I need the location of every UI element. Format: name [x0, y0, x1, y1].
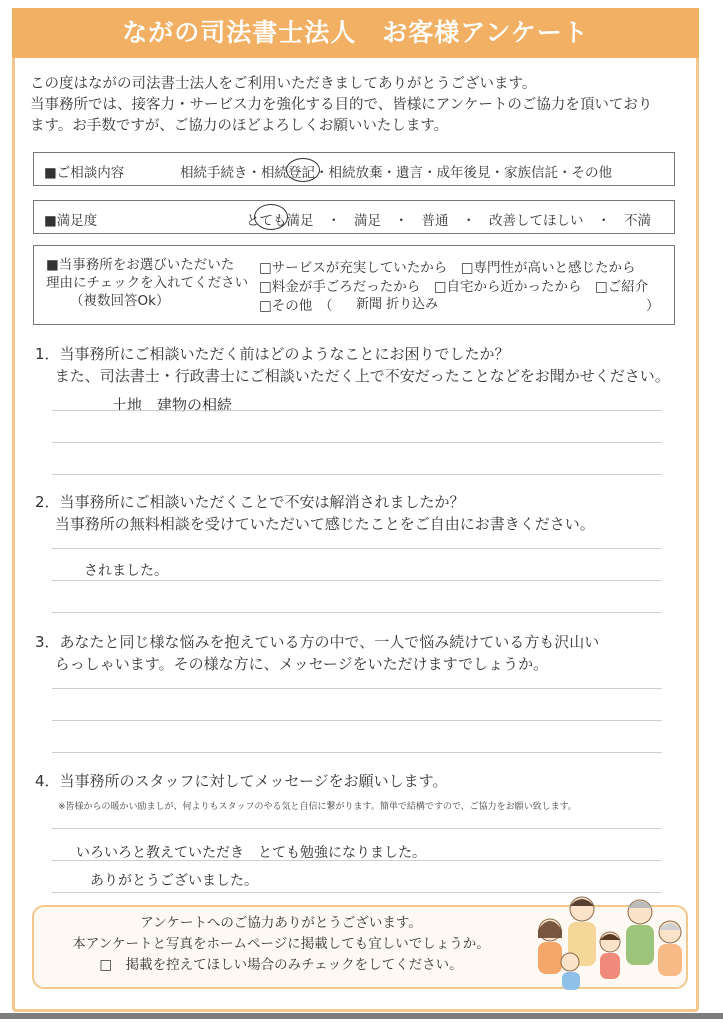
footer-text	[46, 913, 516, 976]
question-1-line-1: 1．当事務所にご相談いただく前はどのようなことにお困りでしたか？	[35, 345, 510, 363]
consult-label: ■ご相談内容	[44, 165, 125, 181]
question-2-line-2: 当事務所の無料相談を受けていただいて感じたことをご自由にお書きください。	[35, 515, 595, 533]
intro-line-1: この度はながの司法書士法人をご利用いただきましてありがとうございます。	[30, 76, 537, 92]
answer-line	[52, 548, 662, 549]
answer-line	[52, 688, 662, 689]
family-illustration-icon	[520, 892, 700, 992]
consult-options[interactable]: 相続手続き・相続登記・相続放棄・遺言・成年後見・家族信託・その他	[180, 165, 612, 181]
answer-2-text: されました。	[84, 563, 168, 579]
question-2	[35, 491, 695, 535]
footer-line-2: 本アンケートと写真をホームページに掲載しても宜しいでしょうか。	[72, 936, 490, 952]
answer-4-text-2: ありがとうございました。	[90, 873, 258, 889]
answer-line	[52, 410, 662, 411]
reasons-label-1: ■当事務所をお選びいただいた	[46, 257, 235, 273]
question-3-line-1: 3．あなたと同じ様な悩みを抱えている方の中で、一人で悩み続けている方も沢山い	[35, 633, 600, 651]
question-2-line-1: 2．当事務所にご相談いただくことで不安は解消されましたか？	[35, 493, 465, 511]
satisfaction-label: ■満足度	[44, 213, 98, 229]
reasons-label-3: （複数回答Ok）	[70, 293, 170, 309]
answer-line	[52, 860, 662, 861]
consult-box	[33, 152, 675, 186]
satisfaction-options[interactable]: とても満足 ・ 満足 ・ 普通 ・ 改善してほしい ・ 不満	[246, 213, 651, 229]
footer-line-1: アンケートへのご協力ありがとうございます。	[140, 915, 422, 931]
reasons-row-3[interactable]: □その他 （	[259, 298, 333, 314]
answer-line	[52, 580, 662, 581]
question-4-note: ※皆様からの暖かい励ましが、何よりもスタッフのやる気と自信に繋がります。簡単で結構ですので、ご協力をお願い致します。	[58, 802, 577, 812]
question-4	[35, 770, 695, 792]
answer-line	[52, 474, 662, 475]
answer-4-text-1: いろいろと教えていただき とても勉強になりました。	[76, 845, 426, 861]
question-1	[35, 343, 695, 387]
footer-consent-checkbox[interactable]: □ 掲載を控えてほしい場合のみチェックをしてください。	[99, 957, 463, 973]
answer-line	[52, 752, 662, 753]
reasons-box	[33, 245, 675, 325]
satisfaction-selected-circle	[254, 204, 288, 230]
reasons-row-3-close: ）	[646, 298, 660, 314]
intro-line-2: 当事務所では、接客力・サービス力を強化する目的で、皆様にアンケートのご協力を頂いており	[30, 97, 653, 113]
intro-line-3: ます。お手数ですが、ご協力のほどよろしくお願いいたします。	[30, 118, 449, 134]
answer-line	[52, 828, 662, 829]
reasons-row-2[interactable]: □料金が手ごろだったから □自宅から近かったから □ご紹介	[259, 279, 649, 295]
question-3-line-2: らっしゃいます。その様な方に、メッセージをいただけますでしょうか。	[35, 655, 549, 673]
answer-line	[52, 612, 662, 613]
consult-selected-circle	[286, 158, 320, 182]
page-title: ながの司法書士法人 お客様アンケート	[12, 8, 699, 58]
reasons-row-1[interactable]: □サービスが充実していたから □専門性が高いと感じたから	[259, 260, 636, 276]
question-1-line-2: また、司法書士・行政書士にご相談いただく上で不安だったことなどをお聞かせください。	[35, 367, 670, 385]
answer-1-text: 土地 建物の相続	[112, 396, 233, 414]
bottom-bar	[0, 1013, 723, 1019]
reasons-label-2: 理由にチェックを入れてください	[46, 275, 249, 291]
question-4-line-1: 4．当事務所のスタッフに対してメッセージをお願いします。	[35, 772, 448, 790]
question-3	[35, 631, 695, 675]
intro-text	[30, 74, 690, 137]
answer-line	[52, 720, 662, 721]
reasons-other-answer: 新聞 折り込み	[356, 297, 439, 312]
satisfaction-box	[33, 200, 675, 234]
reasons-label	[46, 256, 248, 310]
answer-line	[52, 442, 662, 443]
